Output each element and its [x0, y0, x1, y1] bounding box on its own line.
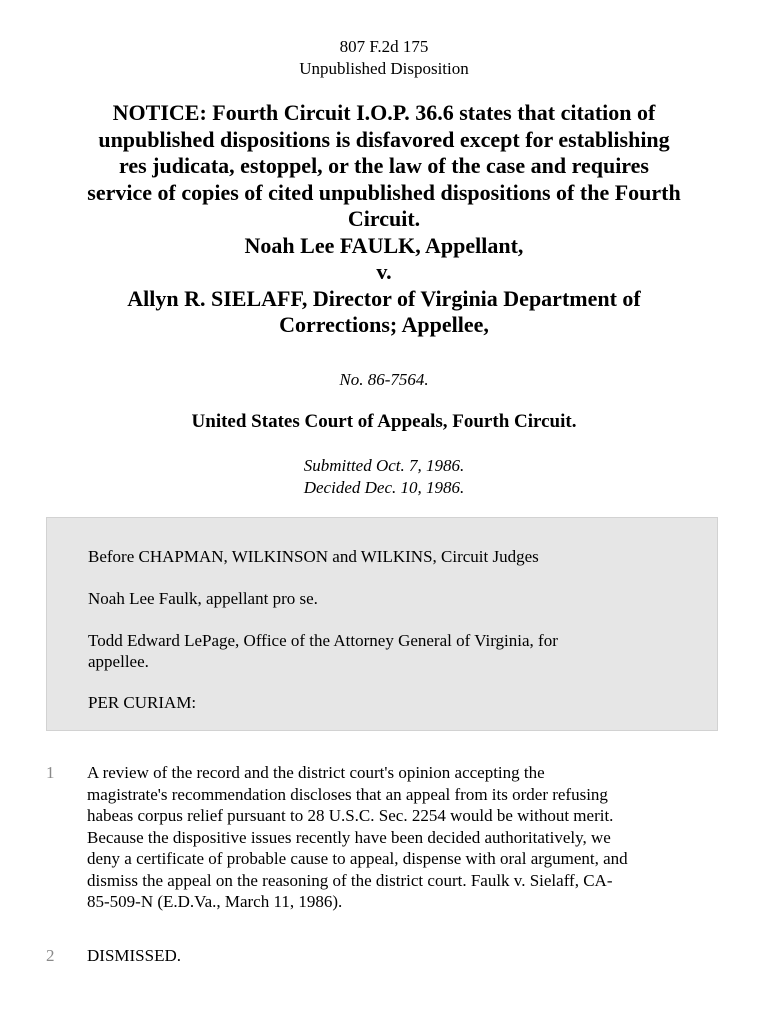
- judges-line: Before CHAPMAN, WILKINSON and WILKINS, Circuit Judges: [88, 547, 539, 566]
- per-curiam-label: PER CURIAM:: [88, 693, 197, 712]
- appellee-counsel-line: Todd Edward LePage, Office of the Attorney General of Virginia, for: [88, 631, 558, 650]
- paragraph-text: [87, 945, 727, 967]
- reporter-citation: 807 F.2d 175: [339, 37, 429, 56]
- paragraph-line: habeas corpus relief pursuant to 28 U.S.C. Sec. 2254 would be without merit.: [87, 806, 614, 825]
- paragraph-line: Because the dispositive issues recently have been decided authoritatively, we: [87, 827, 611, 847]
- paragraph-line: A review of the record and the district court's opinion accepting the: [87, 763, 545, 782]
- paragraph-line: dismiss the appeal on the reasoning of the district court. Faulk v. Sielaff, CA-: [87, 870, 613, 890]
- appellant-name: Noah Lee FAULK, Appellant,: [244, 232, 524, 258]
- paragraph-text: [87, 762, 727, 913]
- notice-line: service of copies of cited unpublished dispositions of the Fourth: [87, 179, 681, 205]
- notice-line: NOTICE: Fourth Circuit I.O.P. 36.6 states that citation of: [112, 100, 656, 125]
- paragraph-line: deny a certificate of probable cause to appeal, dispense with oral argument, and: [87, 849, 628, 868]
- docket-number: No. 86-7564.: [339, 370, 429, 389]
- paragraph-number: 2: [46, 946, 55, 965]
- versus-label: v.: [376, 259, 392, 284]
- counsel-panel: [46, 517, 718, 731]
- decision-dates: [0, 455, 768, 499]
- citation-header: [0, 36, 768, 80]
- paragraph-line: magistrate's recommendation discloses that an appeal from its order refusing: [87, 784, 608, 804]
- appellee-name-line: Corrections; Appellee,: [279, 312, 489, 337]
- notice-line: res judicata, estoppel, or the law of the case and requires: [118, 153, 649, 178]
- case-title-block: [40, 100, 728, 339]
- appellee-name-line: Allyn R. SIELAFF, Director of Virginia Department of: [127, 285, 641, 311]
- submitted-date: Submitted Oct. 7, 1986.: [303, 456, 465, 475]
- paragraph-number: 1: [46, 763, 55, 782]
- notice-line: Circuit.: [347, 206, 421, 231]
- disposition-label: Unpublished Disposition: [299, 59, 469, 78]
- paragraph-line: DISMISSED.: [87, 946, 181, 965]
- paragraph-line: 85-509-N (E.D.Va., March 11, 1986).: [87, 892, 343, 911]
- decided-date: Decided Dec. 10, 1986.: [303, 478, 465, 497]
- court-name: United States Court of Appeals, Fourth Circuit.: [191, 411, 577, 432]
- notice-line: unpublished dispositions is disfavored except for establishing: [98, 126, 670, 152]
- appellee-counsel-line: appellee.: [88, 652, 149, 671]
- appellant-counsel: Noah Lee Faulk, appellant pro se.: [88, 589, 318, 608]
